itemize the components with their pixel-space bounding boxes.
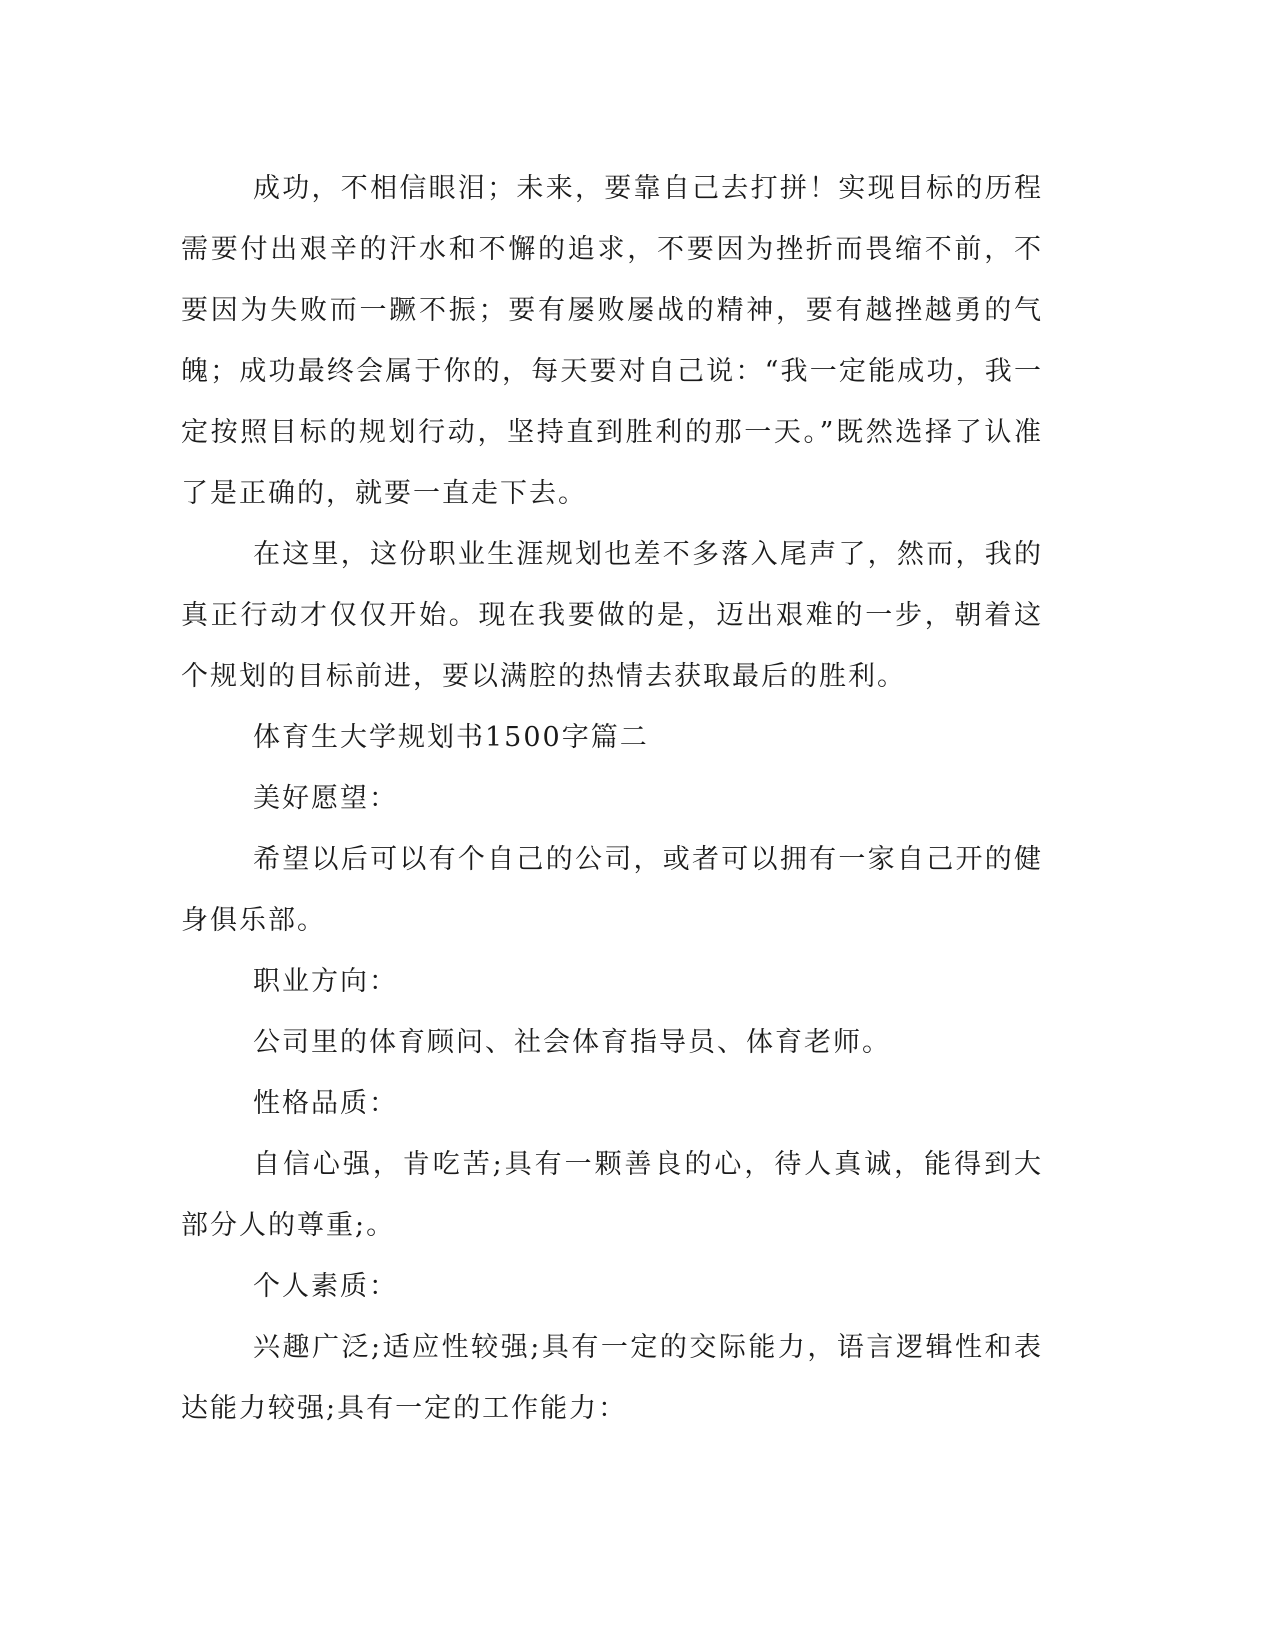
label-character: 性格品质：	[253, 1088, 398, 1119]
section-heading: 体育生大学规划书1500字篇二	[253, 722, 649, 753]
label-wish: 美好愿望：	[253, 783, 398, 814]
paragraph-personal-quality: 兴趣广泛;适应性较强;具有一定的交际能力，语言逻辑性和表达能力较强;具有一定的工作能力：	[181, 1332, 1043, 1424]
document-body	[181, 158, 1043, 1439]
label-career-direction: 职业方向：	[253, 966, 398, 997]
label-personal-quality: 个人素质：	[253, 1271, 398, 1302]
paragraph-ending: 在这里，这份职业生涯规划也差不多落入尾声了，然而，我的真正行动才仅仅开始。现在我要做的是，迈出艰难的一步，朝着这个规划的目标前进，要以满腔的热情去获取最后的胜利。	[181, 539, 1043, 692]
paragraph-character: 自信心强，肯吃苦;具有一颗善良的心，待人真诚，能得到大部分人的尊重;。	[181, 1149, 1043, 1241]
paragraph-career-direction: 公司里的体育顾问、社会体育指导员、体育老师。	[253, 1027, 891, 1058]
paragraph-conclusion: 成功，不相信眼泪；未来，要靠自己去打拼！实现目标的历程需要付出艰辛的汗水和不懈的追求，不要因为挫折而畏缩不前，不要因为失败而一蹶不振；要有屡败屡战的精神，要有越挫越勇的气魄；成功最终会属于你的，每天要对自己说：“我一定能成功，我一定按照目标的规划行动，坚持直到胜利的那一天。”既然选择了认准了是正确的，就要一直走下去。	[181, 173, 1043, 509]
paragraph-wish: 希望以后可以有个自己的公司，或者可以拥有一家自己开的健身俱乐部。	[181, 844, 1043, 936]
